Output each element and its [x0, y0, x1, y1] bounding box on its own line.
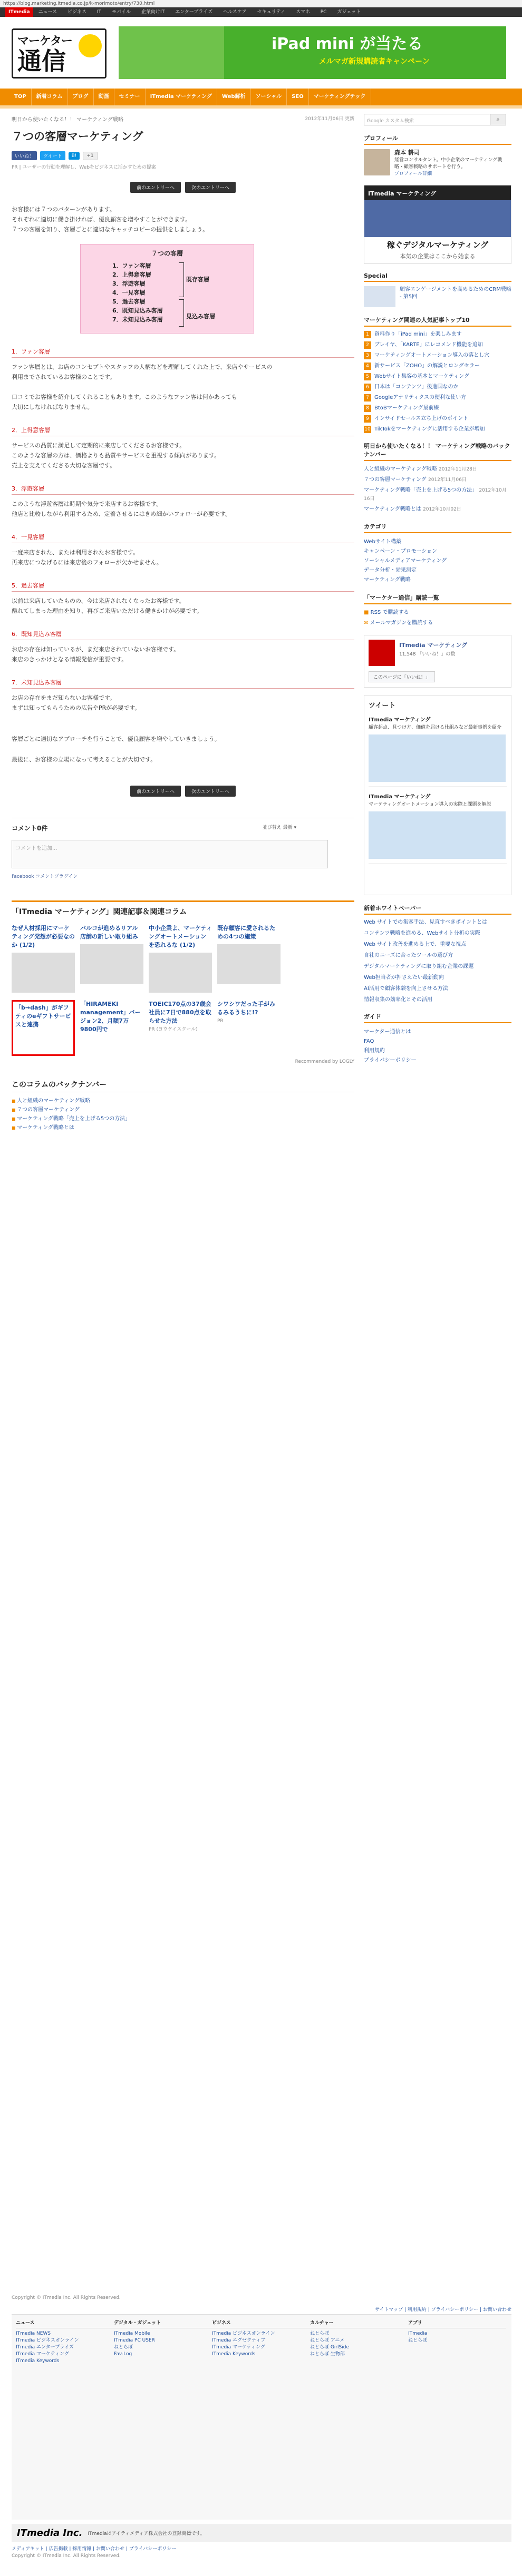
article-date: 2012年11月06日 更新	[305, 116, 354, 122]
footer-link[interactable]: ねとらぼ アニメ	[310, 2338, 345, 2343]
figure-item: 6．既知見込み客層	[112, 307, 163, 314]
nav-item-top[interactable]: TOP	[9, 89, 32, 105]
mail-icon: ✉	[364, 620, 369, 626]
section-line: お店の存在は知っているが、まだ来店されていないお客様です。	[12, 646, 180, 653]
rss-link[interactable]: RSS で購読する	[370, 610, 409, 615]
article-title: ７つの客層マーケティング	[12, 130, 143, 143]
related-card-image	[217, 944, 281, 984]
sub-nav-strip	[0, 105, 522, 109]
search-icon[interactable]: ⌕	[490, 114, 506, 125]
footer-link[interactable]: ITmedia マーケティング	[16, 2352, 69, 2357]
ranking-item[interactable]	[364, 384, 511, 391]
footer-link[interactable]: ITmedia Keywords	[212, 2352, 256, 2357]
tweets-heading: ツイート	[369, 702, 396, 710]
site-nav	[0, 89, 522, 105]
related-card-image	[80, 944, 143, 984]
profile-link[interactable]: プロフィール詳細	[394, 171, 432, 177]
related-card[interactable]	[149, 1000, 212, 1056]
next-entry-button[interactable]: 次のエントリーへ	[185, 786, 236, 797]
whitepaper-item[interactable]: Web サイトでの集客手法、見直すべきポイントとは	[364, 919, 488, 925]
network-item[interactable]: 企業向けIT	[141, 9, 165, 15]
prev-entry-button[interactable]: 前のエントリーへ	[130, 182, 181, 193]
facebook-page-box	[364, 635, 511, 688]
guide-item[interactable]: FAQ	[364, 1039, 374, 1044]
guide-item[interactable]: 利用規約	[364, 1048, 385, 1054]
network-item[interactable]: モバイル	[112, 9, 131, 15]
backnumber-list	[12, 1096, 354, 1132]
recent-item[interactable]	[364, 465, 511, 474]
section-line: ファン客層とは、お店のコンセプトやスタッフの人柄などを理解してくれた上で、来店やサービスの	[12, 364, 273, 370]
nav-item[interactable]: ITmedia マーケティング	[146, 89, 217, 105]
related-card-source: PR	[217, 1018, 224, 1024]
recent-item[interactable]	[364, 486, 511, 503]
related-row-2	[12, 1000, 354, 1056]
comment-input[interactable]: コメントを追加...	[12, 840, 328, 868]
backnumber-item[interactable]: ■ マーケティング戦略「売上を上げる5つの方法」	[12, 1116, 130, 1122]
ranking-item[interactable]	[364, 363, 511, 370]
ranking-title: TikTokをマーケティングに活用する企業が増加	[374, 426, 485, 432]
related-card[interactable]	[12, 924, 75, 993]
site-header	[0, 17, 522, 85]
bracket-existing	[179, 262, 184, 297]
footer-link[interactable]: ねとらぼ	[310, 2331, 330, 2336]
rank-number: 3	[364, 352, 371, 359]
related-card-title: TOEIC170点の37歳会社員に7日で880点を取らせた方法	[149, 1001, 211, 1024]
profile-desc: 経営コンサルタント。中小企業のマーケティング戦略・顧客戦略のサポートを行う。	[394, 158, 502, 170]
section-body	[12, 596, 354, 616]
banner-image	[119, 26, 224, 79]
company-logo[interactable]: ITmedia Inc.	[17, 2527, 83, 2539]
search-input[interactable]: Google カスタム検索	[364, 114, 490, 125]
tweet-author: ITmedia マーケティング	[369, 717, 431, 723]
sort-value: 最新	[283, 825, 293, 830]
network-item[interactable]: ビジネス	[67, 9, 86, 15]
guide-list	[364, 1027, 511, 1065]
related-card-image	[12, 953, 75, 993]
copyright: Copyright © ITmedia Inc. All Rights Reserved.	[12, 2553, 121, 2559]
section-line: 再来店につなげるには来店後のフォローが欠かせません。	[12, 559, 162, 566]
related-card-highlighted[interactable]	[12, 1000, 75, 1056]
url-text: https://blog.marketing.itmedia.co.jp/k-morimoto/entry/730.html	[3, 1, 155, 6]
logo-line2: 通信	[17, 47, 66, 75]
entry-pager-bottom	[12, 786, 354, 797]
recent-title: ７つの客層マーケティング	[364, 477, 427, 483]
header-ad-banner[interactable]	[119, 26, 506, 79]
footer-column-heading: ビジネス	[212, 2320, 310, 2328]
related-row-1	[12, 924, 354, 993]
footer-column	[310, 2320, 408, 2365]
nav-item[interactable]: ソーシャル	[251, 89, 287, 105]
browser-url-bar[interactable]	[0, 0, 522, 7]
tweet-author: ITmedia マーケティング	[369, 794, 431, 800]
facebook-like-button[interactable]: いいね！	[12, 151, 37, 160]
footer-links[interactable]: サイトマップ | 利用規約 | プライバシーポリシー | お問い合わせ	[375, 2307, 511, 2313]
article-sections	[12, 347, 354, 713]
author-line: PR | ユーザーの行動を理解し、Webをビジネスに活かすための提案	[12, 165, 156, 170]
recent-item[interactable]	[364, 476, 511, 484]
guide-heading: ガイド	[364, 1012, 511, 1023]
nav-item[interactable]: ブログ	[68, 89, 94, 105]
footer-link[interactable]: ITmedia PC USER	[114, 2338, 155, 2343]
promo-banner[interactable]	[364, 185, 511, 264]
fb-page-name[interactable]: ITmedia マーケティング	[399, 642, 468, 649]
recent-date: 2012年11月28日	[439, 467, 477, 472]
section-line: お店の存在をまだ知らないお客様です。	[12, 694, 116, 701]
section-body	[12, 499, 354, 519]
comment-count: コメント0件	[12, 825, 48, 832]
category-item[interactable]: Webサイト構築	[364, 539, 402, 545]
profile-name: 森本 耕司	[394, 149, 420, 156]
network-item[interactable]: ニュース	[38, 9, 57, 15]
promo-image	[364, 200, 511, 237]
related-card-title: シワシワだった手がみるみるうちに!?	[217, 1001, 275, 1016]
nav-item[interactable]: マーケティングテック	[309, 89, 371, 105]
related-card[interactable]	[80, 1000, 143, 1056]
logo-line1: マーケター	[17, 34, 72, 48]
section-line: 一度来店された、または利用されたお客様です。	[12, 549, 139, 556]
footer-link[interactable]: ねとらぼ	[114, 2345, 133, 2350]
subscribe-heading: 「マーケター通信」購読一覧	[364, 593, 511, 604]
ranking-list	[364, 331, 511, 433]
footer-link[interactable]: ねとらぼ GirlSide	[310, 2345, 349, 2350]
ranking-item[interactable]	[364, 426, 511, 433]
footer-link[interactable]: ITmedia NEWS	[16, 2331, 51, 2336]
related-card-title: 中小企業よ、マーケティングオートメーションを恐れるな (1/2)	[149, 925, 212, 948]
section-line: 以前は来店していたものの、今は来店されなくなったお客様です。	[12, 598, 185, 604]
tweet-text: マーケティングオートメーション導入の実際と課題を解説	[369, 802, 491, 807]
category-item[interactable]: マーケティング戦略	[364, 577, 411, 583]
rank-number: 6	[364, 384, 371, 391]
network-bar	[0, 7, 522, 17]
section-body	[12, 644, 354, 664]
promo-line1: 稼ぐデジタルマーケティング	[386, 240, 489, 250]
section-line: 来店のきっかけとなる情報発信が重要です。	[12, 656, 128, 663]
recent-heading: 明日から使いたくなる！！ マーケティング戦略のバックナンバー	[364, 442, 511, 461]
guide-item[interactable]: プライバシーポリシー	[364, 1057, 417, 1063]
section-heading: 3．浮遊客層	[12, 484, 354, 495]
ranking-title: 日本は「コンテンツ」後進国なのか	[374, 384, 459, 390]
special-text: 顧客エンゲージメントを高めるためのCRM戦略 - 第5回	[400, 287, 511, 300]
recent-item[interactable]	[364, 505, 511, 514]
ranking-title: ブレイヤ、「KARTE」にレコメンド機能を追加	[374, 342, 483, 348]
share-bar	[12, 151, 354, 160]
ranking-heading: マーケティング関連の人気記事トップ10	[364, 316, 511, 327]
section-line	[12, 382, 354, 392]
ranking-title: マーケティングオートメーション導入の落とし穴	[374, 352, 490, 358]
figure-item: 3．浮遊客層	[112, 280, 146, 287]
figure-item: 5．過去客層	[112, 298, 146, 305]
tweet-button[interactable]: ツイート	[40, 151, 65, 160]
nav-item[interactable]: 動画	[94, 89, 114, 105]
profile-box	[364, 149, 511, 178]
intro-line: それぞれに適切に働き掛ければ、優良顧客を増やすことができます。	[12, 216, 191, 223]
ranking-item[interactable]	[364, 352, 511, 359]
related-card[interactable]	[217, 924, 281, 993]
figure-item: 1．ファン客層	[112, 262, 151, 269]
footer-column-heading: デジタル・ガジェット	[114, 2320, 212, 2328]
nav-item[interactable]: セミナー	[114, 89, 146, 105]
whitepaper-item[interactable]: デジタルマーケティングに取り組む企業の課題	[364, 964, 474, 969]
google-plus-button[interactable]: +1	[83, 152, 97, 160]
ranking-item[interactable]	[364, 341, 511, 349]
article-column	[12, 111, 354, 1132]
ranking-title: BtoBマーケティング最前線	[374, 405, 439, 411]
ranking-title: インサイドセールス立ち上げのポイント	[374, 416, 469, 422]
section-line: 口コミでお客様を紹介してくれることもあります。このようなファン客は何かあっても	[12, 394, 237, 400]
footer-column	[408, 2320, 506, 2365]
prev-entry-button[interactable]: 前のエントリーへ	[130, 786, 181, 797]
section-heading: 4．一見客層	[12, 533, 354, 543]
footer-column	[114, 2320, 212, 2365]
footer-columns	[12, 2315, 511, 2365]
footer-link[interactable]: ねとらぼ	[408, 2338, 428, 2343]
tweet-image	[369, 734, 506, 782]
recent-date: 2012年11月06日	[428, 477, 467, 483]
tweet[interactable]	[369, 715, 507, 787]
footer-column-heading: カルチャー	[310, 2320, 408, 2328]
article-closing	[12, 734, 354, 765]
whitepaper-item[interactable]: コンテンツ戦略を進める、Webサイト分析の実際	[364, 931, 480, 936]
customer-segments-figure	[80, 244, 254, 334]
category-item[interactable]: データ分析・効果測定	[364, 567, 417, 573]
related-card-title: なぜ人材採用にマーケティング発想が必要なのか (1/2)	[12, 925, 75, 948]
nav-item[interactable]: Web解析	[217, 89, 251, 105]
ranking-title: 資料作り「iPad mini」を楽しみます	[374, 331, 462, 337]
network-item[interactable]: ヘルスケア	[223, 9, 247, 15]
rank-number: 1	[364, 331, 371, 338]
footer-link[interactable]: ITmedia ビジネスオンライン	[16, 2338, 79, 2343]
section-line: 利用までされているお客様のことです。	[12, 374, 116, 380]
footer-bar	[12, 2524, 511, 2542]
recent-date: 2012年10月16日	[364, 488, 507, 502]
footer-link[interactable]: ITmedia エグゼクティブ	[212, 2338, 266, 2343]
whitepaper-item[interactable]: 自社のニーズに合ったツールの選び方	[364, 953, 453, 958]
figure-item: 7．未知見込み客層	[112, 316, 163, 323]
bracket-prospect	[179, 299, 184, 327]
network-label[interactable]: ITmedia	[5, 7, 33, 17]
recent-title: マーケティング戦略とは	[364, 506, 421, 512]
group-existing-label: 既存客層	[186, 276, 209, 283]
related-card[interactable]	[149, 924, 212, 993]
promo-header: ITmedia マーケティング	[364, 185, 511, 200]
footer-column-heading: ニュース	[16, 2320, 114, 2328]
figure-item: 4．一見客層	[112, 289, 146, 296]
recommend-credit: Recommended by LOGLY	[295, 1059, 354, 1064]
network-item[interactable]: PC	[320, 9, 327, 15]
whitepaper-item[interactable]: Web担当者が押さえたい最新動向	[364, 975, 444, 981]
recent-title: マーケティング戦略「売上を上げる5つの方法」	[364, 487, 478, 493]
rank-number: 7	[364, 394, 371, 401]
ranking-item[interactable]	[364, 405, 511, 412]
section-line: このような浮遊客層は時期や気分で来店するお客様です。	[12, 501, 162, 507]
related-card-source: PR (ヨウケイスクール)	[149, 1027, 198, 1032]
recent-date: 2012年10月02日	[423, 507, 461, 512]
network-item[interactable]: エンタープライズ	[175, 9, 213, 15]
section-heading: 2．上得意客層	[12, 426, 354, 436]
nav-item[interactable]: 新着コラム	[32, 89, 68, 105]
rank-number: 5	[364, 373, 371, 380]
hatena-button[interactable]: B!	[69, 152, 80, 160]
avatar	[364, 149, 390, 175]
special-box	[364, 272, 511, 307]
category-item[interactable]: ソーシャルメディアマーケティング	[364, 558, 447, 564]
company-desc: ITmediaはアイティメディア株式会社の登録商標です。	[88, 2531, 205, 2536]
whitepaper-item[interactable]: Web サイト改善を進める上で、重要な視点	[364, 942, 467, 947]
category-list	[364, 537, 511, 585]
ranking-title: Googleアナリティクスの便利な使い方	[374, 395, 467, 400]
fb-like-button[interactable]: このページに「いいね！」	[369, 671, 435, 682]
nav-item[interactable]: SEO	[287, 89, 309, 105]
network-item[interactable]: セキュリティ	[257, 9, 285, 15]
section-body	[12, 547, 354, 567]
rank-number: 9	[364, 415, 371, 423]
related-card[interactable]	[217, 1000, 281, 1056]
related-card[interactable]	[80, 924, 143, 993]
recent-title: 人と組織のマーケティング戦略	[364, 466, 437, 472]
backnumber-item[interactable]: ■ ７つの客層マーケティング	[12, 1107, 80, 1113]
footer-copyline: Copyright © ITmedia Inc. All Rights Reserved.	[12, 2295, 121, 2300]
section-line: このような客層の方は、価格よりも品質やサービスを重視する傾向があります。	[12, 452, 220, 459]
subscribe-links	[364, 609, 511, 628]
related-card-title: 既存顧客に愛されるための4つの施策	[217, 925, 275, 940]
ranking-title: 新サービス「ZOHO」の解説とロングセラー	[374, 363, 480, 369]
category-heading: カテゴリ	[364, 522, 511, 533]
footer-link[interactable]: ITmedia マーケティング	[212, 2345, 265, 2350]
section-line: サービスの品質に満足して定期的に来店してくださるお客様です。	[12, 442, 186, 449]
section-body	[12, 693, 354, 713]
related-title: 「ITmedia マーケティング」関連記事＆関連コラム	[12, 900, 354, 917]
section-heading: 6．既知見込み客層	[12, 630, 354, 640]
figure-item: 2．上得意客層	[112, 271, 151, 278]
tweet[interactable]	[369, 792, 507, 864]
related-card-image	[149, 953, 212, 993]
footer-column-heading: アプリ	[408, 2320, 506, 2328]
backnumber-item[interactable]: ■ 人と組織のマーケティング戦略	[12, 1098, 90, 1104]
ranking-item[interactable]	[364, 415, 511, 423]
twitter-timeline	[364, 695, 511, 895]
comment-sort[interactable]: 並び替え 最新 ▾	[262, 825, 296, 830]
section-heading: 5．過去客層	[12, 581, 354, 592]
tweet-image	[369, 811, 506, 859]
group-prospect-label: 見込み客層	[186, 313, 215, 320]
special-item[interactable]	[364, 286, 511, 307]
ranking-item[interactable]	[364, 331, 511, 338]
guide-item[interactable]: マーケター通信とは	[364, 1029, 411, 1035]
category-item[interactable]: キャンペーン・プロモーション	[364, 548, 437, 554]
fb-page-logo	[369, 640, 395, 666]
special-heading: Special	[364, 272, 511, 282]
intro-line: お客様には７つのパターンがあります。	[12, 206, 115, 213]
related-card-title: パルコが進めるリアル店舗の新しい取り組み	[80, 925, 138, 940]
whitepaper-heading: 新着ホワイトペーパー	[364, 904, 511, 915]
comment-section	[12, 818, 354, 879]
tweet-text: 顧客起点、見つけ方、価値を届ける仕組みなど最新事例を紹介	[369, 725, 502, 730]
whitepaper-item[interactable]: AI活用で顧客体験を向上させる方法	[364, 986, 448, 992]
closing-line: 最後に、お客様の立場になって考えることが大切です。	[12, 756, 157, 763]
footer-link[interactable]: Fav-Log	[114, 2352, 132, 2357]
rank-number: 10	[364, 427, 371, 432]
rss-icon: ■	[364, 610, 369, 615]
footer-link[interactable]: ITmedia Mobile	[114, 2331, 150, 2336]
section-line: 売上を支えてくださる大切な客層です。	[12, 462, 116, 469]
special-image	[364, 286, 395, 307]
section-line: 他店と比較しながら利用するため、定着させるにはきめ細かいフォローが必要です。	[12, 511, 231, 517]
footer-column	[212, 2320, 310, 2365]
entry-pager-top	[12, 182, 354, 193]
whitepaper-item[interactable]: 情報収集の効率化とその活用	[364, 997, 432, 1003]
section-heading: 1．ファン客層	[12, 347, 354, 358]
footer-link[interactable]: ITmedia エンタープライズ	[16, 2345, 74, 2350]
profile-heading: プロフィール	[364, 134, 511, 145]
section-body	[12, 362, 354, 412]
closing-line: 客層ごとに適切なアプローチを行うことで、優良顧客を増やしていきましょう。	[12, 736, 220, 742]
promo-line2: 本気の企業はここから始まる	[400, 253, 476, 260]
site-search	[364, 114, 511, 125]
ranking-title: Webサイト集客の基本とマーケティング	[374, 374, 469, 379]
section-body	[12, 440, 354, 471]
section-line: まずは知ってもらうための広告やPRが必要です。	[12, 704, 141, 711]
network-item[interactable]: スマホ	[295, 9, 310, 15]
backnumber-title: このコラムのバックナンバー	[12, 1079, 354, 1092]
sidebar	[364, 111, 511, 1065]
article-kicker[interactable]: 明日から使いたくなる！！ マーケティング戦略	[12, 117, 123, 123]
sort-label: 並び替え	[262, 825, 282, 830]
intro-line: ７つの客層を知り、客層ごとに適切なキャッチコピーの提供をしましょう。	[12, 226, 209, 233]
network-item[interactable]: ガジェット	[337, 9, 361, 15]
footer-column	[16, 2320, 114, 2365]
rank-number: 8	[364, 405, 371, 412]
network-item[interactable]: IT	[96, 9, 102, 15]
facebook-comment-plugin[interactable]: Facebook コメントプラグイン	[12, 874, 78, 879]
footer-link[interactable]: ITmedia ビジネスオンライン	[212, 2331, 275, 2336]
footer-link[interactable]: ITmedia Keywords	[16, 2358, 60, 2364]
banner-title: iPad mini が当たる	[272, 35, 423, 53]
recent-list	[364, 465, 511, 514]
next-entry-button[interactable]: 次のエントリーへ	[185, 182, 236, 193]
site-logo[interactable]	[12, 28, 107, 79]
figure-list	[112, 261, 163, 324]
fb-like-count: 11,548 「いいね！」の数	[399, 652, 456, 657]
ranking-item[interactable]	[364, 373, 511, 380]
section-line: 大切にしなければなりません。	[12, 404, 93, 410]
rank-number: 2	[364, 341, 371, 349]
footer	[12, 2314, 511, 2520]
footer-link[interactable]: ねとらぼ 生物部	[310, 2352, 345, 2357]
backnumber-item[interactable]: ■ マーケティング戦略とは	[12, 1125, 74, 1131]
ranking-item[interactable]	[364, 394, 511, 401]
section-line: 離れてしまった理由を知り、再びご来店いただける働きかけが必要です。	[12, 608, 203, 614]
related-card-title: 「HIRAMEKI management」バージョン2、月額7万9800円で	[80, 1001, 141, 1033]
bottom-links[interactable]: メディアキット | 広告掲載 | 採用情報 | お問い合わせ | プライバシーポリシー	[12, 2546, 177, 2552]
article-intro	[12, 204, 354, 234]
related-card-title: 「b→dash」がギフティのeギフトサービスと連携	[15, 1004, 71, 1028]
mail-link[interactable]: メールマガジンを購読する	[370, 620, 433, 626]
whitepaper-list	[364, 919, 511, 1004]
figure-title: ７つの客層	[151, 250, 183, 257]
profile-text	[394, 149, 511, 178]
footer-link[interactable]: ITmedia	[408, 2331, 428, 2336]
banner-subtitle: メルマガ新規購読者キャンペーン	[319, 57, 430, 66]
section-heading: 7．未知見込み客層	[12, 678, 354, 689]
logo-mark	[79, 34, 102, 57]
rank-number: 4	[364, 363, 371, 370]
